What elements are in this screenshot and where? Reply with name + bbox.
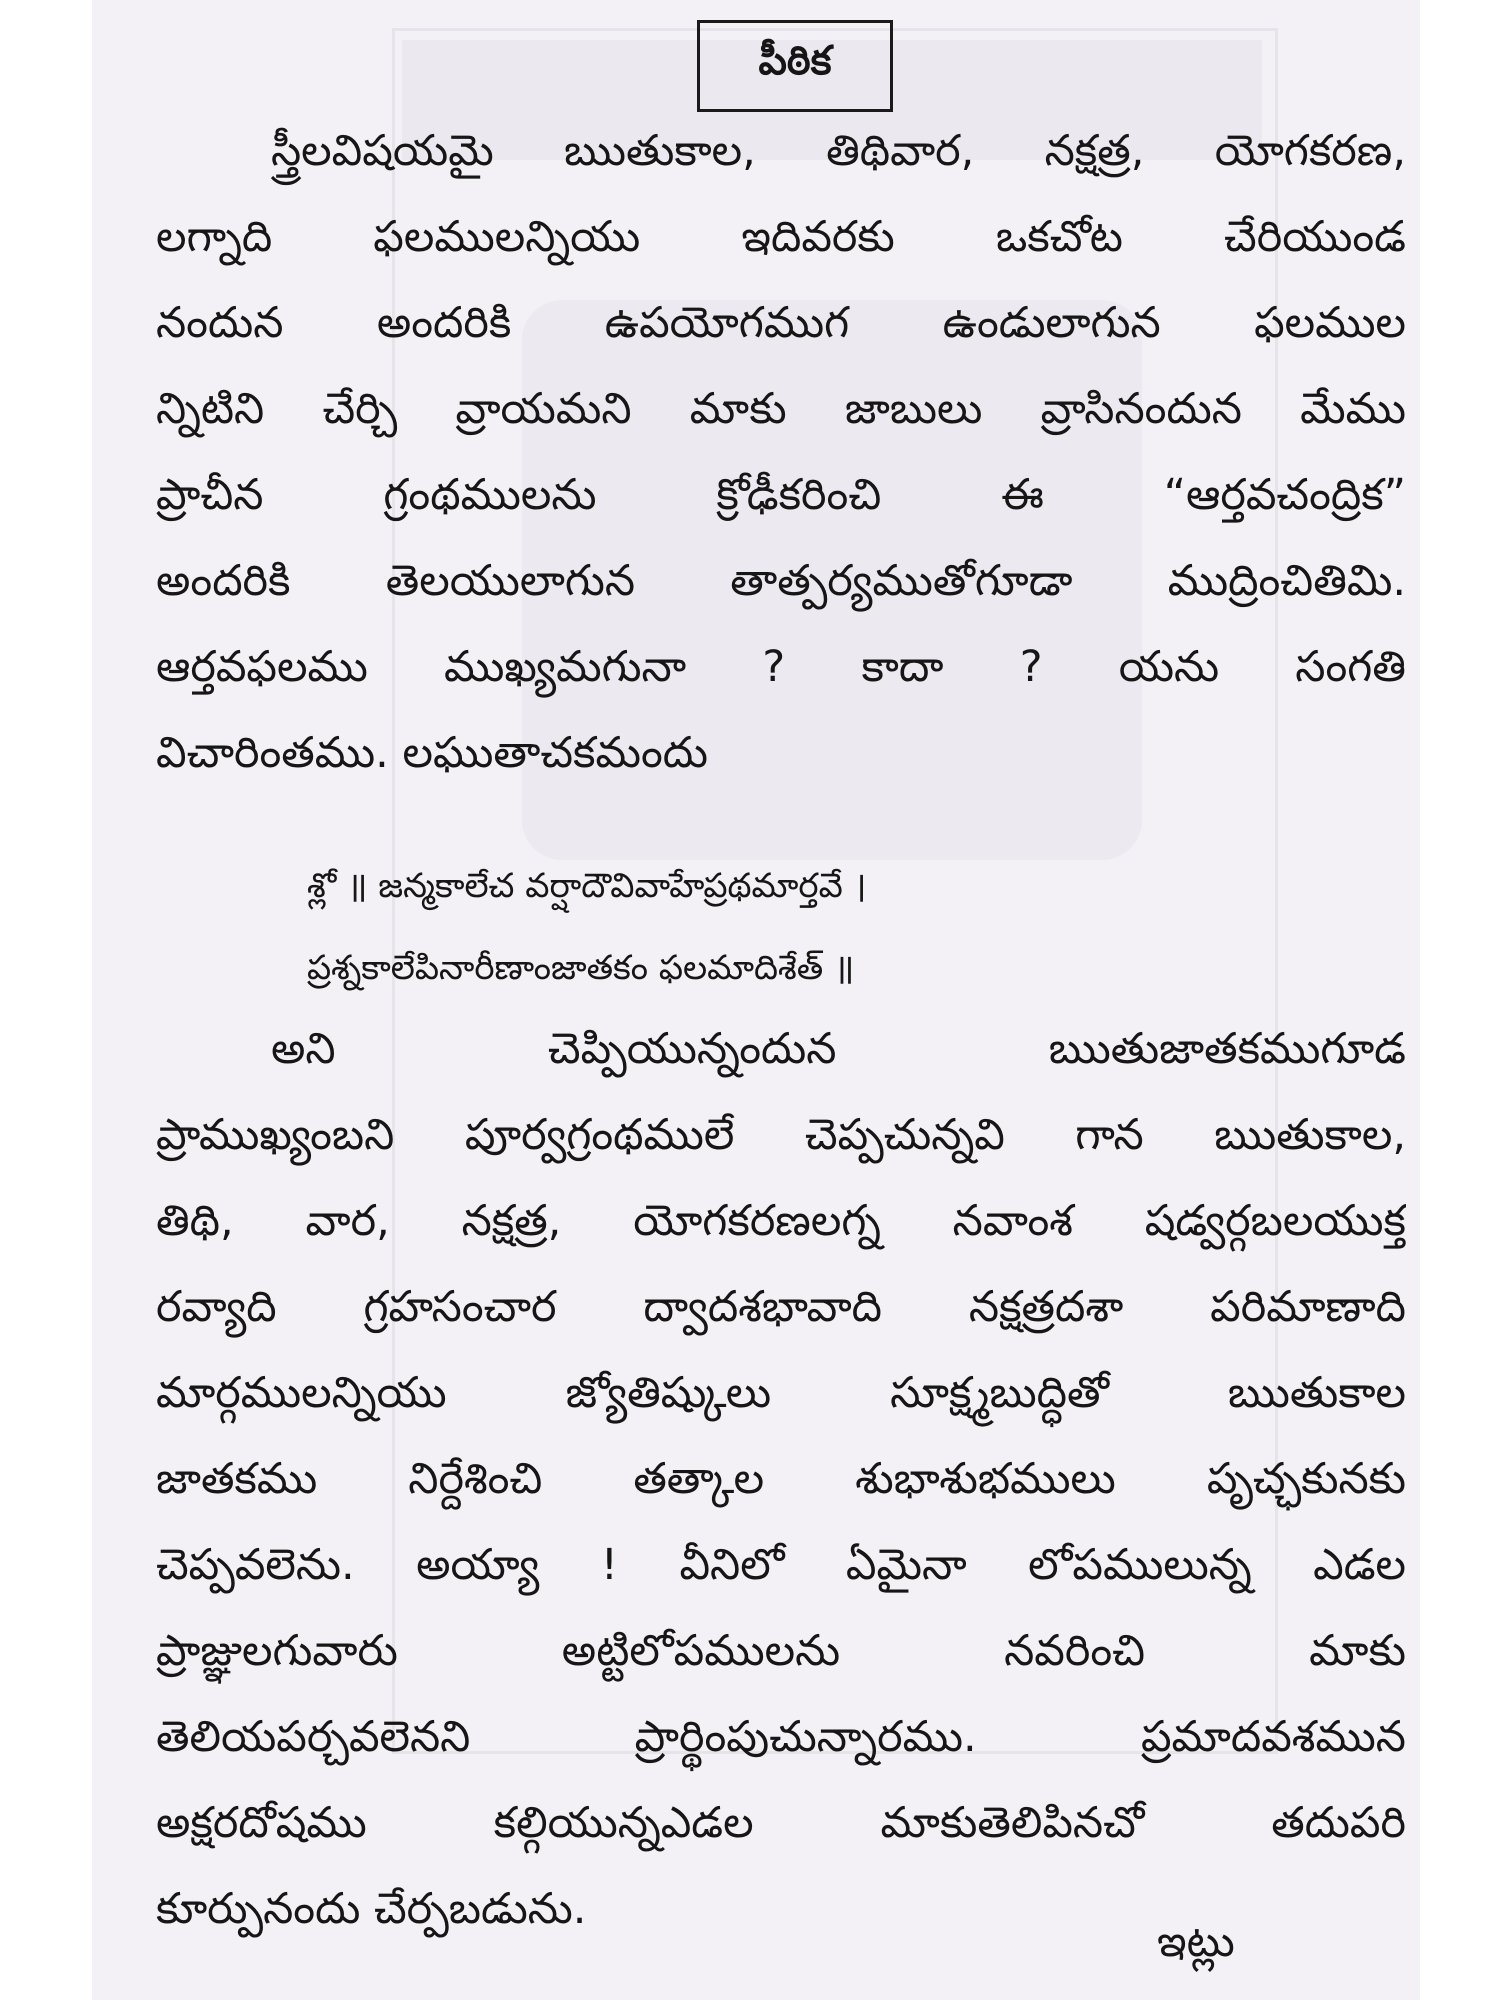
text-line: తిథి, వార, నక్షత్ర, యోగకరణలగ్న నవాంశ షడ్వర్గబలయుక్త bbox=[156, 1196, 1406, 1246]
text-line: ప్రాచీన గ్రంథములను క్రోఢీకరించి ఈ “ఆర్తవచంద్రిక” bbox=[156, 470, 1406, 520]
text-line: రవ్యాది గ్రహసంచార ద్వాదశభావాది నక్షత్రదశా పరిమాణాది bbox=[156, 1282, 1406, 1332]
book-page bbox=[92, 0, 1420, 2000]
signoff: ఇట్లు bbox=[1157, 1917, 1235, 1967]
text-line: న్నిటిని చేర్చి వ్రాయమని మాకు జాబులు వ్రాసినందున మేము bbox=[156, 384, 1406, 434]
text-line: ప్రాజ్ఞులగువారు అట్టిలోపములను నవరించి మాకు bbox=[156, 1626, 1406, 1676]
verse-line: ప్రశ్నకాలేపినారీణాంజాతకం ఫలమాదిశేత్ ॥ bbox=[307, 948, 855, 988]
text-line: అందరికి తెలయులాగున తాత్పర్యముతోగూడా ముద్రించితిమి. bbox=[156, 556, 1406, 606]
verse-line: శ్లో ॥ జన్మకాలేచ వర్షాదౌవివాహేప్రథమార్తవే । bbox=[307, 866, 867, 906]
text-line: అక్షరదోషము కల్గియున్నఎడల మాకుతెలిపినచో తదుపరి bbox=[156, 1798, 1406, 1848]
text-line: విచారింతము. లఘుతాచకమందు bbox=[156, 728, 708, 778]
text-line: నందున అందరికి ఉపయోగముగ ఉండులాగున ఫలముల bbox=[156, 298, 1406, 348]
text-line: జాతకము నిర్దేశించి తత్కాల శుభాశుభములు పృచ్ఛకునకు bbox=[156, 1454, 1406, 1504]
text-line: చెప్పవలెను. అయ్యా ! వీనిలో ఏమైనా లోపములున్న ఎడల bbox=[156, 1540, 1406, 1590]
text-line: కూర్పునందు చేర్పబడును. bbox=[156, 1884, 587, 1934]
paragraph-1 bbox=[156, 108, 1406, 796]
text-line: ప్రాముఖ్యంబని పూర్వగ్రంథములే చెప్పచున్నవి గాన ఋతుకాల, bbox=[156, 1110, 1406, 1160]
verse-block bbox=[307, 845, 1307, 1009]
text-line: అని చెప్పియున్నందున ఋతుజాతకముగూడ bbox=[271, 1024, 1406, 1074]
page-title: పీఠిక bbox=[697, 20, 893, 112]
text-line: తెలియపర్చవలెనని ప్రార్థింపుచున్నారము. ప్రమాదవశమున bbox=[156, 1712, 1406, 1762]
text-line: లగ్నాది ఫలములన్నియు ఇదివరకు ఒకచోట చేరియుండ bbox=[156, 212, 1406, 262]
text-line: మార్గములన్నియు జ్యోతిష్కులు సూక్ష్మబుద్ధితో ఋతుకాల bbox=[156, 1368, 1406, 1418]
text-line: స్త్రీలవిషయమై ఋతుకాల, తిథివార, నక్షత్ర, యోగకరణ, bbox=[271, 126, 1406, 176]
right-margin bbox=[1420, 0, 1500, 2000]
left-margin bbox=[0, 0, 92, 2000]
text-line: ఆర్తవఫలము ముఖ్యమగునా ? కాదా ? యను సంగతి bbox=[156, 642, 1406, 692]
paragraph-2 bbox=[156, 1006, 1406, 1952]
